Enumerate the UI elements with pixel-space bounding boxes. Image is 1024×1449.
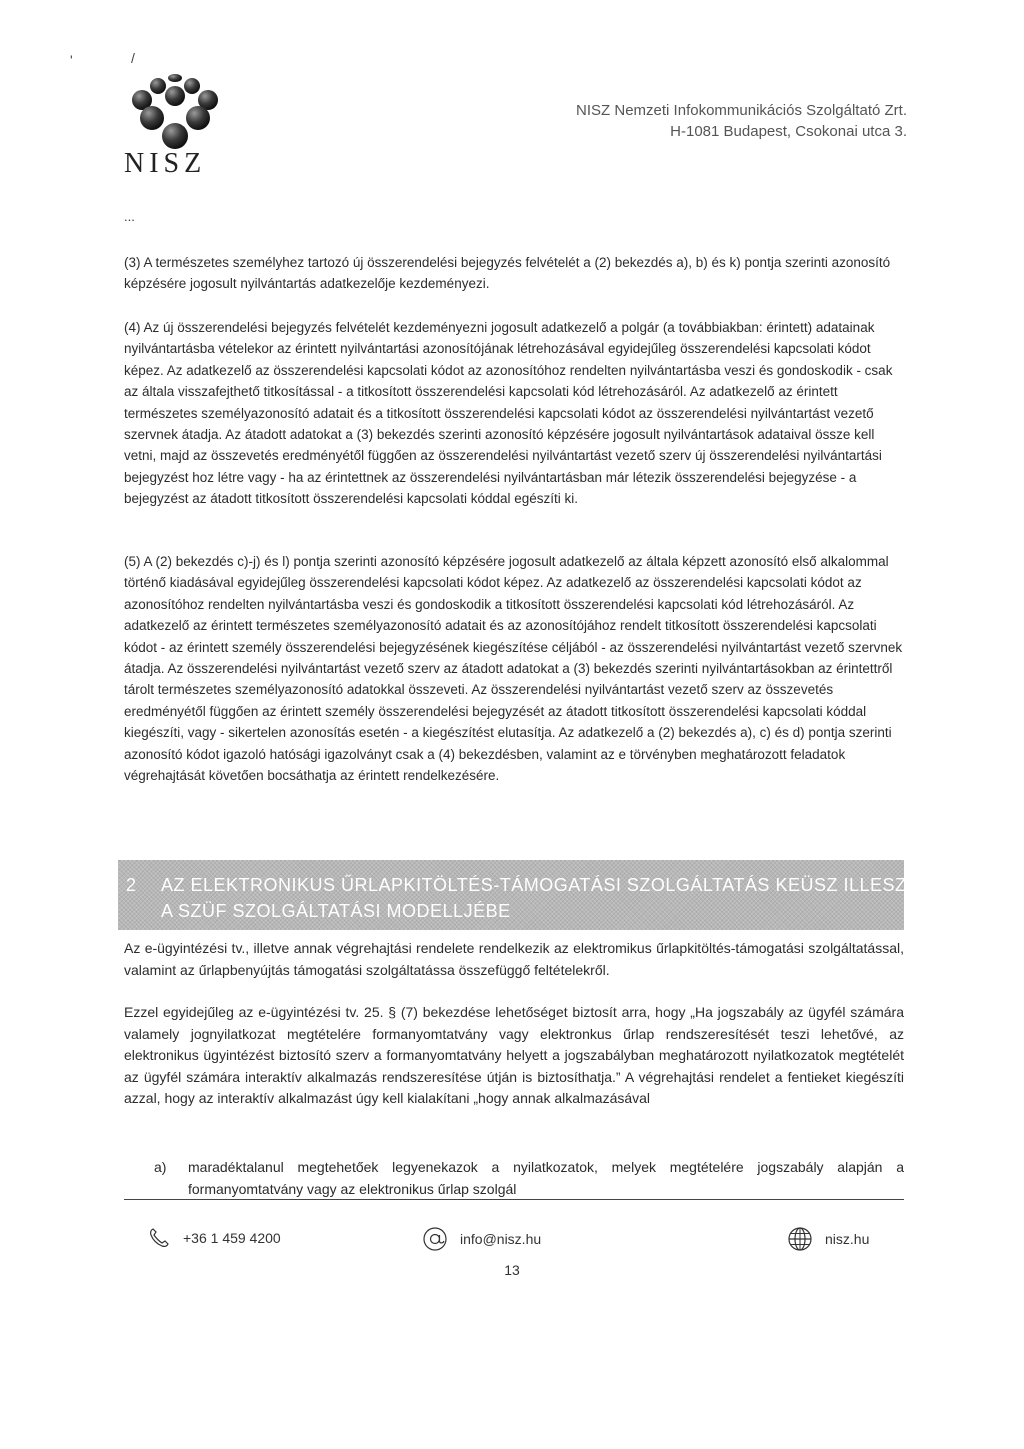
- section-paragraph-1: [124, 937, 904, 981]
- list-item-text: maradéktalanul megtehetőek legyenekazok a nyilatkozatok, melyek megtételére jogszabály alapján a formanyomtatvány vagy az elektronikus űrlap szolgál: [188, 1159, 904, 1197]
- logo-wordmark: NISZ: [124, 148, 207, 179]
- phone-icon: [147, 1226, 171, 1250]
- paragraph-text: Az e-ügyintézési tv., illetve annak végrehajtási rendelete rendelkezik az elektromikus űrlapkitöltés-támogatási szolgáltatással, valamint az űrlapbenyújtás támogatási szolgáltatássa összefüggő feltételekről.: [124, 940, 904, 978]
- scan-mark: /: [131, 50, 135, 66]
- company-address: H-1081 Budapest, Csokonai utca 3.: [670, 123, 907, 140]
- section-title-line2: A SZÜF SZOLGÁLTATÁSI MODELLJÉBE: [161, 901, 511, 921]
- section-paragraph-2: [124, 1002, 904, 1110]
- paragraph-text: (4) Az új összerendelési bejegyzés felvételét kezdeményezni jogosult adatkezelő a polgár (a továbbiakban: érintett) adatainak nyilvántartásba vételekor az érintett nyilvántartási azonosítójának létrehozásával egyidejűleg összerendelési kapcsolati kódot képez. Az adatkezelő az összerendelési kapcsolati kódot az azonosítóhoz rendelten nyilvántartásba veszi és gondoskodik - csak az általa visszafejthető titkosítással - a titkosított összerendelési kapcsolati kód létrehozásáról. Az adatkezelő az érintett természetes személyazonosító adatait és a titkosított összerendelési kapcsolati kódot az összerendelési nyilvántartást vezető szervnek átadja. Az átadott adatokat a (3) bekezdés szerinti azonosító képzésére jogosult nyilvántartások adataival össze kell vetni, majd az összevetés eredményétől függően az összerendelési nyilvántartást vezető szerv új összerendelési nyilvántartási bejegyzést hoz létre vagy - ha az érintettnek az összerendelési nyilvántartásban már létezik összerendelési bejegyzése - a bejegyzést az átadott titkosított összerendelési kapcsolati kóddal egészíti ki.: [124, 320, 893, 507]
- page-number: 13: [504, 1262, 520, 1278]
- footer-divider: [124, 1199, 904, 1200]
- company-header: [576, 100, 907, 142]
- phone-number: +36 1 459 4200: [183, 1230, 281, 1246]
- section-number: 2: [126, 875, 137, 895]
- paragraph-text: (5) A (2) bekezdés c)-j) és l) pontja szerinti azonosító képzésére jogosult adatkezelő az általa képzett azonosító első alkalommal történő kiadásával egyidejűleg összerendelési kapcsolati kódot képez. Az adatkezelő az összerendelési kapcsolati kódot az azonosítóhoz rendelten nyilvántartásba veszi és gondoskodik a titkosított összerendelési kapcsolati kód létrehozásáról. Az adatkezelő az érintett természetes személyazonosító adatait és az azonosítójához rendelt titkosított összerendelési kapcsolati kódot - az érintett személy összerendelési bejegyzésének kiegészítése céljából - az összerendelési nyilvántartást vezető szervnek átadja. Az összerendelési nyilvántartást vezető szerv az átadott adatokat a (3) bekezdés szerinti nyilvántartásokban az érintettről tárolt természetes személyazonosító adatokkal összeveti. Az összerendelési nyilvántartást vezető szerv az összevetés eredményétől függően az érintett személy összerendelési bejegyzését az átadott titkosított összerendelési kapcsolati kóddal kiegészíti, vagy - sikertelen azonosítás esetén - a kiegészítést elutasítja. Az adatkezelő a (2) bekezdés a), c) és d) pontja szerinti azonosító kódot igazoló hatósági igazolványt csak a (4) bekezdésben, valamint az e törvényben meghatározott feladatok végrehajtását követően bocsáthatja az érintett rendelkezésére.: [124, 554, 903, 784]
- footer-website: [787, 1226, 869, 1252]
- paragraph-5: [124, 551, 904, 786]
- section-heading-banner: [118, 860, 983, 930]
- section-title-line1: AZ ELEKTRONIKUS ŰRLAPKITÖLTÉS-TÁMOGATÁSI SZOLGÁLTATÁS KEÜSZ ILLESZKEDÉSE: [161, 875, 983, 895]
- ellipsis: ...: [124, 209, 135, 224]
- paragraph-text: Ezzel egyidejűleg az e-ügyintézési tv. 25. § (7) bekezdése lehetőséget biztosít arra, hogy „Ha jogszabály az ügyfél számára valamely jognyilatkozat megtételére formanyomtatvány vagy elektronkus űrlap rendszeresítését teszi lehetővé, az elektronikus ügyintézést biztosító szerv a formanyomtatvány helyett a jogszabályban meghatározott nyilatkozatok megtételét az ügyfél számára interaktív alkalmazás rendszeresítése útján is biztosíthatja.” A végrehajtási rendelet a fentieket kiegészíti azzal, hogy az interaktív alkalmazást úgy kell kialakítani „hogy annak alkalmazásával: [124, 1004, 904, 1107]
- list-item: [155, 1157, 904, 1200]
- paragraph-3: [124, 252, 904, 295]
- scan-mark: ': [70, 52, 73, 68]
- globe-icon: [787, 1226, 813, 1252]
- paragraph-text: (3) A természetes személyhez tartozó új összerendelési bejegyzés felvételét a (2) bekezdés a), b) és k) pontja szerinti azonosító képzésére jogosult nyilvántartás adatkezelője kezdeményezi.: [124, 255, 891, 292]
- paragraph-4: [124, 317, 904, 510]
- email-address[interactable]: info@nisz.hu: [460, 1231, 542, 1247]
- list-marker: a): [154, 1159, 167, 1175]
- footer-phone: [147, 1226, 281, 1250]
- website-url[interactable]: nisz.hu: [825, 1231, 870, 1247]
- at-sign-icon: [422, 1226, 448, 1252]
- footer-email: [422, 1226, 541, 1252]
- company-name: NISZ Nemzeti Infokommunikációs Szolgáltató Zrt.: [576, 102, 907, 119]
